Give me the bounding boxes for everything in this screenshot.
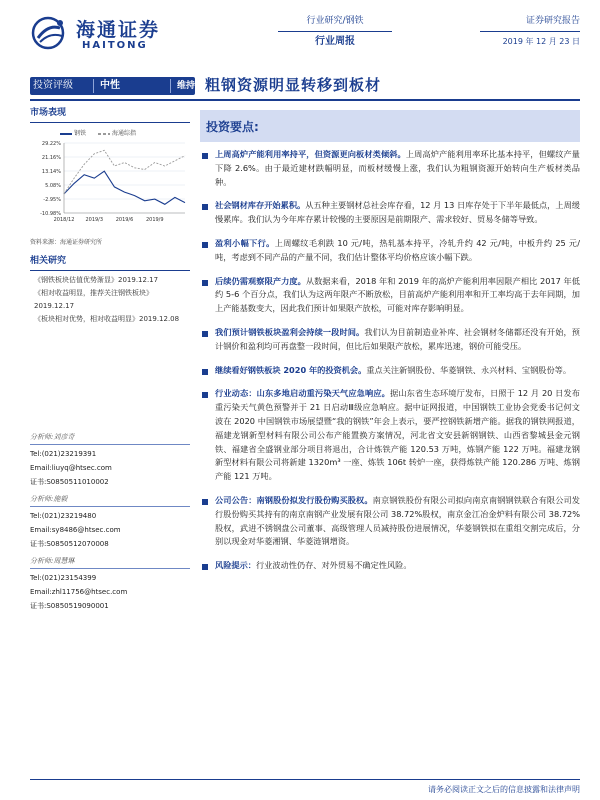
rating-separator xyxy=(170,79,171,93)
analyst-rule xyxy=(30,568,190,569)
key-point-head: 继续看好钢铁板块 2020 年的投资机会。 xyxy=(215,364,367,375)
series-line-steel xyxy=(64,171,185,204)
key-point-head: 公司公告：南钢股份拟发行股份购买股权。 xyxy=(215,494,373,505)
y-tick-label: 29.22% xyxy=(41,141,61,147)
analyst-card xyxy=(30,430,190,489)
square-bullet-icon xyxy=(202,153,208,159)
page-header xyxy=(0,0,600,60)
square-bullet-icon xyxy=(202,204,208,210)
legend-item-steel xyxy=(60,128,86,137)
analyst-rule xyxy=(30,506,190,507)
analyst-email[interactable]: Email:sy8486@htsec.com xyxy=(30,526,121,534)
company-name-cn: 海通证券 xyxy=(76,19,161,41)
analyst-cert: 证书:S0850519090001 xyxy=(30,602,109,610)
analyst-cert: 证书:S0850512070008 xyxy=(30,540,109,548)
report-category-block xyxy=(270,14,400,49)
key-point xyxy=(200,199,580,227)
analyst-rule xyxy=(30,444,190,445)
key-point-body: 上周高炉产能利用率环比基本持平，但螺纹产量下降 2.6%。由于最近建材跌幅明显，而板材缓慢上涨，我们认为粗钢资源开始转向生产板材类品种。 xyxy=(215,149,580,187)
key-point xyxy=(200,326,580,354)
key-point-text xyxy=(215,387,580,484)
analyst-email[interactable]: Email:liuyq@htsec.com xyxy=(30,464,112,472)
key-point xyxy=(200,148,580,189)
footer-rule xyxy=(30,779,580,780)
key-point-body: 重点关注新钢股份、华菱钢铁、永兴材料、宝钢股份等。 xyxy=(366,364,572,375)
key-point-text xyxy=(215,199,580,227)
analyst-name: 分析师:施毅 xyxy=(30,495,68,503)
key-point-body: 从五种主要钢材总社会库存看，12 月 13 日库存处于下半年最低点，上周缓慢累库。我们认为今年库存累计较慢的主要原因是前期限产、需求较好、贸易冬储等导致。 xyxy=(215,200,580,225)
analyst-tel: Tel:(021)23219391 xyxy=(30,450,97,458)
legend-label: 海通综指 xyxy=(111,130,136,137)
company-logo xyxy=(30,14,200,54)
key-point-head: 社会钢材库存开始累积。 xyxy=(215,200,306,211)
report-date: 2019 年 12 月 23 日 xyxy=(502,37,580,46)
key-point xyxy=(200,275,580,316)
rating-separator xyxy=(93,79,94,93)
key-point-text xyxy=(215,494,580,549)
x-tick-label: 2018/12 xyxy=(53,217,75,223)
market-section-title: 市场表现 xyxy=(30,108,67,118)
key-point-text xyxy=(215,364,580,378)
key-point-head: 上周高炉产能利用率持平，但资源更向板材类倾斜。 xyxy=(215,149,406,159)
report-meta-block xyxy=(470,14,580,49)
legend-swatch-index xyxy=(98,133,110,135)
market-chart-svg xyxy=(30,125,190,230)
haitong-logo-icon xyxy=(30,14,70,52)
y-tick-label: -10.98% xyxy=(40,211,61,217)
key-point xyxy=(200,364,580,378)
square-bullet-icon xyxy=(202,280,208,286)
key-point-body: 行业波动性仍存、对外贸易不确定性风险。 xyxy=(255,560,412,571)
market-chart xyxy=(30,125,190,230)
doc-type: 证券研究报告 xyxy=(525,16,580,26)
analyst-name: 分析师:周慧琳 xyxy=(30,557,75,565)
related-item[interactable]: 《钢铁板块估值优势渐显》2019.12.17 xyxy=(34,276,159,284)
key-point-body: 据山东省生态环境厅发布，日照于 12 月 20 日发布重污染天气黄色预警并于 21 日启动Ⅲ级应急响应。据中证网报道，中国钢铁工业协会党委书记何文波在 2020 中国钢铁市场展望暨“我的钢铁”年会上表示，要严控钢铁新增产能。据我的钢铁网报道，福建龙钢新型材料有限公司公布产能置换方案情况，河北省文安县新钢钢铁、山西省黎城县金元钢铁、福建省全盛钢业部分项目将退出，合计炼铁产能 120.53 万吨，炼钢产能 122 万吨。福建龙钢新型材料有限公司将新建 1320m³ 一座、炼铁 106t 转炉一座，获得炼铁产能 120.286 万吨、炼钢产能 121 万吨。 xyxy=(215,388,580,482)
square-bullet-icon xyxy=(202,392,208,398)
rating-change: 维持 xyxy=(177,81,196,91)
key-point xyxy=(200,559,580,573)
key-point-text xyxy=(215,559,580,573)
key-point-head: 风险提示： xyxy=(215,560,256,571)
key-points-title: 投资要点: xyxy=(206,120,259,134)
market-section xyxy=(30,106,190,123)
key-point-head: 行业动态：山东多地启动重污染天气应急响应。 xyxy=(215,388,390,399)
company-name-en: HAITONG xyxy=(82,40,148,51)
y-tick-label: -2.95% xyxy=(43,197,61,203)
key-point-body: 我们认为目前制造业补库、社会钢材冬储都还没有开始，预计钢价和盈利均可再盘整一段时间，但比后如果限产放松，累库迅速，钢价可能受压。 xyxy=(215,326,580,351)
rating-label: 投资评级 xyxy=(33,80,73,91)
square-bullet-icon xyxy=(202,499,208,505)
key-point-body: 南京钢铁股份有限公司拟向南京南钢钢铁联合有限公司发行股份购买其持有的南京南钢产业发展有限公司 38.72%股权，南京金江冶金炉料有限公司 38.72%股权，武进不锈钢盘公司董事、高级管理人员减持股份进展情况，华菱钢铁拟在重组交割完成后，分别以现金对华菱湘钢、华菱涟钢增资。 xyxy=(215,494,580,547)
y-tick-label: 13.14% xyxy=(41,169,61,175)
key-point-head: 盈利小幅下行。 xyxy=(215,237,275,248)
chart-legend xyxy=(60,128,170,137)
rating-bar xyxy=(30,77,195,95)
rating-value: 中性 xyxy=(100,80,120,91)
section-rule xyxy=(30,122,190,123)
report-title: 粗钢资源明显转移到板材 xyxy=(205,76,382,94)
header-divider-right xyxy=(480,31,580,32)
key-point-body: 从数据来看，2018 年和 2019 年的高炉产能利用率因限产相比 2017 年低约 5-6 个百分点，我们认为这两年限产不断放松，目前高炉产能利用率和开工率均高于去年同期，加上产能基数变大，因此我们预计如果限产放松，可能对库存影响明显。 xyxy=(215,275,580,314)
key-point-head: 后续仍需观察限产力度。 xyxy=(215,275,306,286)
square-bullet-icon xyxy=(202,369,208,375)
analyst-tel: Tel:(021)23154399 xyxy=(30,574,97,582)
key-points-header xyxy=(200,110,580,142)
key-points-list xyxy=(200,148,580,583)
key-point-text xyxy=(215,237,580,265)
analyst-card xyxy=(30,492,190,551)
square-bullet-icon xyxy=(202,242,208,248)
header-divider xyxy=(278,31,392,32)
x-tick-label: 2019/3 xyxy=(85,217,104,223)
x-tick-label: 2019/9 xyxy=(145,217,164,223)
legend-item-index xyxy=(98,128,136,137)
related-research-section xyxy=(30,254,190,326)
title-rule xyxy=(30,99,580,101)
x-tick-label: 2019/6 xyxy=(115,217,134,223)
key-point xyxy=(200,237,580,265)
key-point xyxy=(200,387,580,484)
square-bullet-icon xyxy=(202,331,208,337)
section-rule xyxy=(30,270,190,271)
related-item[interactable]: 《相对收益明显，推荐关注钢铁板块》2019.12.17 xyxy=(34,289,153,310)
key-point-text xyxy=(215,148,580,189)
analyst-card xyxy=(30,554,190,613)
analysts-section xyxy=(30,430,190,616)
analyst-email[interactable]: Email:zhl11756@htsec.com xyxy=(30,588,128,596)
key-point-head: 我们预计钢铁板块盈利会持续一段时间。 xyxy=(215,326,365,337)
y-tick-label: 5.08% xyxy=(45,183,61,189)
legend-swatch-steel xyxy=(60,133,72,135)
related-list xyxy=(30,274,190,326)
footer-disclaimer: 请务必阅读正文之后的信息披露和法律声明 xyxy=(428,785,580,794)
key-point-text xyxy=(215,326,580,354)
analyst-cert: 证书:S0850511010002 xyxy=(30,478,109,486)
related-item[interactable]: 《板块相对优势，相对收益明显》2019.12.08 xyxy=(34,315,180,323)
key-point-body: 上周螺纹毛利跌 10 元/吨，热轧基本持平，冷轧升约 42 元/吨，中板升约 25 元/吨，考虑到不同产品的产量不同，我们估计整体平均价格应该小幅下跌。 xyxy=(215,237,580,262)
key-point xyxy=(200,494,580,549)
analyst-tel: Tel:(021)23219480 xyxy=(30,512,97,520)
key-point-text xyxy=(215,275,580,316)
square-bullet-icon xyxy=(202,564,208,570)
related-section-title: 相关研究 xyxy=(30,256,67,266)
legend-label: 钢铁 xyxy=(74,130,87,137)
report-type: 行业周报 xyxy=(315,36,355,47)
chart-source: 资料来源：海通证券研究所 xyxy=(30,239,103,246)
report-category: 行业研究/钢铁 xyxy=(306,16,364,26)
analyst-name: 分析师:刘彦奇 xyxy=(30,433,75,441)
y-tick-label: 21.16% xyxy=(41,155,61,161)
